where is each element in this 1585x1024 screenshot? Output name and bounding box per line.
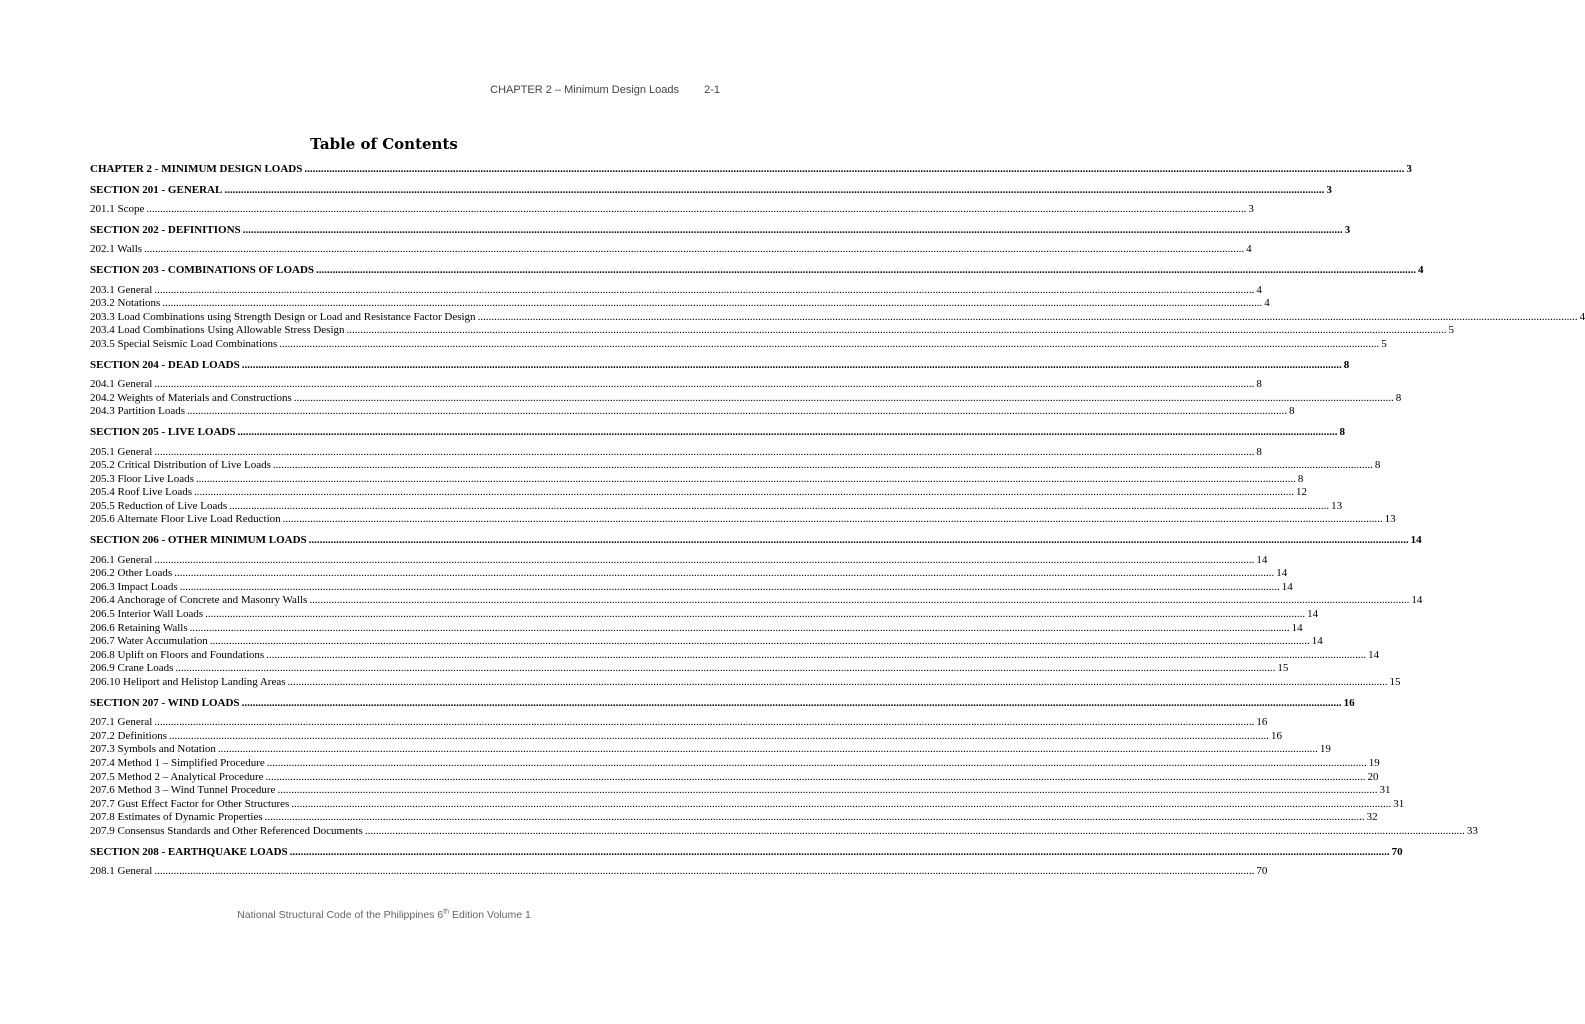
toc-entry-label: 203.3 Load Combinations using Strength Design or Load and Resistance Factor Design bbox=[90, 310, 476, 323]
toc-entry-label: 206.7 Water Accumulation bbox=[90, 635, 208, 648]
toc-entry-label: 201.1 Scope bbox=[90, 203, 145, 216]
toc-entry-page: 5 bbox=[1448, 324, 1455, 337]
dot-leader: ................................................................................................................................................................................................................................................................................................................................................................................................................ bbox=[272, 459, 1373, 472]
dot-leader: ................................................................................................................................................................................................................................................................................................................................................................................................................ bbox=[266, 648, 1367, 661]
dot-leader: ................................................................................................................................................................................................................................................................................................................................................................................................................ bbox=[154, 865, 1255, 878]
toc-entry-label: 206.8 Uplift on Floors and Foundations bbox=[90, 648, 265, 661]
dot-leader: ................................................................................................................................................................................................................................................................................................................................................................................................................ bbox=[175, 662, 1276, 675]
toc-entry-label: SECTION 205 - LIVE LOADS bbox=[90, 425, 236, 438]
toc-entry[interactable] bbox=[90, 297, 1270, 311]
toc-entry-page: 16 bbox=[1271, 729, 1282, 742]
toc-entry-page: 13 bbox=[1384, 513, 1396, 526]
toc-entry[interactable] bbox=[90, 310, 1585, 325]
toc-entry[interactable] bbox=[90, 553, 1268, 568]
toc-entry-page: 70 bbox=[1391, 845, 1403, 858]
toc-entry-label: 203.1 General bbox=[90, 283, 153, 296]
toc-entry[interactable] bbox=[90, 499, 1343, 514]
toc-entry[interactable] bbox=[90, 445, 1262, 460]
toc-section-entry[interactable] bbox=[90, 263, 1424, 278]
toc-entry-page: 8 bbox=[1343, 358, 1350, 371]
dot-leader: ................................................................................................................................................................................................................................................................................................................................................................................................................ bbox=[217, 743, 1318, 756]
toc-entry-label: 205.4 Roof Live Loads bbox=[90, 486, 193, 499]
toc-section-entry[interactable] bbox=[90, 183, 1332, 198]
toc-entry[interactable] bbox=[90, 811, 1378, 825]
dot-leader: ................................................................................................................................................................................................................................................................................................................................................................................................................ bbox=[289, 845, 1390, 858]
toc-entry[interactable] bbox=[90, 608, 1319, 622]
toc-entry-page: 12 bbox=[1296, 486, 1308, 499]
toc-entry-page: 4 bbox=[1264, 297, 1270, 310]
toc-entry-page: 5 bbox=[1381, 337, 1387, 350]
toc-entry-page: 14 bbox=[1368, 648, 1380, 661]
toc-entry[interactable] bbox=[90, 203, 1254, 217]
toc-entry[interactable] bbox=[90, 743, 1331, 757]
dot-leader: ................................................................................................................................................................................................................................................................................................................................................................................................................ bbox=[477, 310, 1578, 323]
toc-entry[interactable] bbox=[90, 648, 1380, 663]
dot-leader: ................................................................................................................................................................................................................................................................................................................................................................................................................ bbox=[237, 425, 1338, 438]
dot-leader: ................................................................................................................................................................................................................................................................................................................................................................................................................ bbox=[309, 594, 1410, 607]
toc-entry-page: 33 bbox=[1466, 824, 1478, 837]
dot-leader: ................................................................................................................................................................................................................................................................................................................................................................................................................ bbox=[308, 534, 1409, 547]
toc-entry-page: 19 bbox=[1368, 756, 1380, 769]
toc-entry-label: SECTION 203 - COMBINATIONS OF LOADS bbox=[90, 263, 315, 276]
dot-leader: ................................................................................................................................................................................................................................................................................................................................................................................................................ bbox=[205, 608, 1306, 621]
toc-entry-page: 15 bbox=[1389, 676, 1401, 688]
toc-entry[interactable] bbox=[90, 243, 1252, 257]
dot-leader: ................................................................................................................................................................................................................................................................................................................................................................................................................ bbox=[241, 358, 1342, 371]
toc-entry-page: 8 bbox=[1256, 378, 1262, 391]
toc-entry[interactable] bbox=[90, 337, 1387, 352]
toc-entry-page: 8 bbox=[1256, 445, 1262, 458]
toc-entry-label: 203.4 Load Combinations Using Allowable Stress Design bbox=[90, 324, 345, 337]
toc-entry-label: 204.3 Partition Loads bbox=[90, 405, 186, 418]
toc-entry[interactable] bbox=[90, 729, 1282, 744]
toc-entry-page: 4 bbox=[1256, 283, 1262, 296]
toc-entry-label: 206.1 General bbox=[90, 553, 153, 566]
toc-entry[interactable] bbox=[90, 756, 1380, 771]
toc-entry-page: 4 bbox=[1246, 243, 1252, 256]
dot-leader: ................................................................................................................................................................................................................................................................................................................................................................................................................ bbox=[154, 553, 1255, 566]
dot-leader: ................................................................................................................................................................................................................................................................................................................................................................................................................ bbox=[287, 676, 1388, 688]
toc-entry-page: 8 bbox=[1339, 425, 1345, 438]
toc-entry-page: 19 bbox=[1319, 743, 1331, 756]
toc-entry-page: 4 bbox=[1418, 263, 1424, 276]
toc-entry-page: 13 bbox=[1331, 499, 1343, 512]
dot-leader: ................................................................................................................................................................................................................................................................................................................................................................................................................ bbox=[229, 499, 1330, 512]
toc-entry-page: 14 bbox=[1256, 553, 1268, 566]
toc-entry-label: 207.8 Estimates of Dynamic Properties bbox=[90, 811, 263, 824]
dot-leader: ................................................................................................................................................................................................................................................................................................................................................................................................................ bbox=[293, 391, 1394, 404]
toc-entry[interactable] bbox=[90, 459, 1381, 473]
toc-entry-label: 207.7 Gust Effect Factor for Other Structures bbox=[90, 797, 290, 810]
toc-entry-label: 205.1 General bbox=[90, 445, 153, 458]
toc-entry-page: 8 bbox=[1297, 472, 1304, 485]
toc-entry-page: 15 bbox=[1277, 662, 1289, 675]
toc-entry[interactable] bbox=[90, 594, 1423, 608]
toc-entry-page: 32 bbox=[1366, 811, 1378, 824]
toc-entry-label: SECTION 204 - DEAD LOADS bbox=[90, 358, 240, 371]
dot-leader: ................................................................................................................................................................................................................................................................................................................................................................................................................ bbox=[144, 243, 1245, 256]
dot-leader: ................................................................................................................................................................................................................................................................................................................................................................................................................ bbox=[169, 729, 1269, 742]
toc-entry[interactable] bbox=[90, 784, 1391, 798]
toc-section-entry[interactable] bbox=[90, 223, 1351, 238]
toc-section-entry[interactable] bbox=[90, 696, 1355, 711]
dot-leader: ................................................................................................................................................................................................................................................................................................................................................................................................................ bbox=[265, 770, 1366, 783]
toc-entry-page: 3 bbox=[1326, 183, 1332, 196]
dot-leader: ................................................................................................................................................................................................................................................................................................................................................................................................................ bbox=[154, 716, 1255, 729]
page-title: Table of Contents bbox=[310, 135, 458, 153]
toc-entry-page: 14 bbox=[1276, 567, 1288, 580]
dot-leader: ................................................................................................................................................................................................................................................................................................................................................................................................................ bbox=[264, 811, 1365, 824]
toc-entry-page: 3 bbox=[1406, 163, 1412, 175]
page-number: 2-1 bbox=[704, 84, 720, 96]
toc-entry-label: 205.2 Critical Distribution of Live Loads bbox=[90, 459, 271, 472]
dot-leader: ................................................................................................................................................................................................................................................................................................................................................................................................................ bbox=[174, 567, 1275, 580]
toc-entry-label: 206.4 Anchorage of Concrete and Masonry Walls bbox=[90, 594, 308, 607]
footer-superscript: th bbox=[443, 908, 450, 916]
toc-entry[interactable] bbox=[90, 621, 1303, 636]
toc-section-entry[interactable] bbox=[90, 163, 1412, 177]
toc-entry-label: 206.6 Retaining Walls bbox=[90, 621, 188, 634]
toc-entry-page: 14 bbox=[1311, 635, 1323, 648]
toc-entry-label: 206.9 Crane Loads bbox=[90, 662, 174, 675]
toc-entry-page: 70 bbox=[1256, 865, 1268, 878]
toc-entry[interactable] bbox=[90, 405, 1295, 419]
toc-entry-label: CHAPTER 2 - MINIMUM DESIGN LOADS bbox=[90, 163, 303, 175]
toc-entry[interactable] bbox=[90, 378, 1262, 392]
toc-entry[interactable] bbox=[90, 391, 1402, 406]
dot-leader: ................................................................................................................................................................................................................................................................................................................................................................................................................ bbox=[364, 824, 1465, 837]
toc-section-entry[interactable] bbox=[90, 358, 1350, 373]
dot-leader: ................................................................................................................................................................................................................................................................................................................................................................................................................ bbox=[277, 784, 1378, 797]
footer-text: National Structural Code of the Philippines 6 bbox=[237, 909, 444, 921]
dot-leader: ................................................................................................................................................................................................................................................................................................................................................................................................................ bbox=[209, 635, 1310, 648]
page-footer bbox=[0, 909, 768, 921]
dot-leader: ................................................................................................................................................................................................................................................................................................................................................................................................................ bbox=[154, 283, 1255, 296]
dot-leader: ................................................................................................................................................................................................................................................................................................................................................................................................................ bbox=[194, 486, 1295, 499]
dot-leader: ................................................................................................................................................................................................................................................................................................................................................................................................................ bbox=[154, 445, 1255, 458]
toc-entry-label: 203.2 Notations bbox=[90, 297, 161, 310]
toc-entry-label: 204.2 Weights of Materials and Constructions bbox=[90, 391, 292, 404]
dot-leader: ................................................................................................................................................................................................................................................................................................................................................................................................................ bbox=[224, 183, 1325, 196]
toc-entry-label: 205.3 Floor Live Loads bbox=[90, 472, 194, 485]
dot-leader: ................................................................................................................................................................................................................................................................................................................................................................................................................ bbox=[316, 263, 1417, 276]
toc-entry[interactable] bbox=[90, 865, 1268, 879]
dot-leader: ................................................................................................................................................................................................................................................................................................................................................................................................................ bbox=[282, 513, 1383, 526]
toc-section-entry[interactable] bbox=[90, 534, 1422, 548]
dot-leader: ................................................................................................................................................................................................................................................................................................................................................................................................................ bbox=[291, 797, 1392, 810]
dot-leader: ................................................................................................................................................................................................................................................................................................................................................................................................................ bbox=[304, 163, 1405, 175]
toc-entry-label: 203.5 Special Seismic Load Combinations bbox=[90, 337, 278, 350]
dot-leader: ................................................................................................................................................................................................................................................................................................................................................................................................................ bbox=[187, 405, 1288, 418]
toc-entry-page: 16 bbox=[1256, 716, 1268, 729]
toc-entry[interactable] bbox=[90, 580, 1293, 595]
dot-leader: ................................................................................................................................................................................................................................................................................................................................................................................................................ bbox=[242, 223, 1343, 236]
toc-entry-page: 4 bbox=[1579, 310, 1585, 323]
toc-entry-label: 205.5 Reduction of Live Loads bbox=[90, 499, 228, 512]
toc-entry-label: 207.3 Symbols and Notation bbox=[90, 743, 216, 756]
toc-entry-label: 206.10 Heliport and Helistop Landing Areas bbox=[90, 676, 286, 688]
dot-leader: ................................................................................................................................................................................................................................................................................................................................................................................................................ bbox=[346, 324, 1447, 337]
footer-tail: Edition Volume 1 bbox=[449, 909, 531, 921]
toc-entry[interactable] bbox=[90, 472, 1304, 487]
toc-entry-label: 204.1 General bbox=[90, 378, 153, 391]
toc-entry-label: SECTION 201 - GENERAL bbox=[90, 183, 223, 196]
page-header bbox=[490, 84, 720, 96]
dot-leader: ................................................................................................................................................................................................................................................................................................................................................................................................................ bbox=[189, 621, 1290, 634]
toc-entry[interactable] bbox=[90, 824, 1478, 839]
toc-entry-label: SECTION 206 - OTHER MINIMUM LOADS bbox=[90, 534, 307, 547]
toc-entry-label: 205.6 Alternate Floor Live Load Reduction bbox=[90, 513, 281, 526]
toc-entry-page: 14 bbox=[1307, 608, 1319, 621]
toc-entry-page: 14 bbox=[1291, 621, 1303, 634]
toc-entry-label: 207.4 Method 1 – Simplified Procedure bbox=[90, 756, 265, 769]
toc-entry-label: SECTION 208 - EARTHQUAKE LOADS bbox=[90, 845, 288, 858]
toc-entry-page: 8 bbox=[1289, 405, 1295, 418]
toc-entry[interactable] bbox=[90, 770, 1379, 785]
toc-entry[interactable] bbox=[90, 324, 1455, 338]
toc-entry-page: 14 bbox=[1410, 534, 1422, 547]
dot-leader: ................................................................................................................................................................................................................................................................................................................................................................................................................ bbox=[266, 756, 1367, 769]
toc-entry[interactable] bbox=[90, 797, 1405, 812]
toc-entry-page: 14 bbox=[1281, 580, 1293, 593]
toc-entry[interactable] bbox=[90, 486, 1308, 500]
dot-leader: ................................................................................................................................................................................................................................................................................................................................................................................................................ bbox=[241, 696, 1342, 709]
toc-entry-page: 8 bbox=[1395, 391, 1402, 404]
dot-leader: ................................................................................................................................................................................................................................................................................................................................................................................................................ bbox=[162, 297, 1263, 310]
toc-entry-label: 207.5 Method 2 – Analytical Procedure bbox=[90, 770, 264, 783]
toc-entry-label: 207.6 Method 3 – Wind Tunnel Procedure bbox=[90, 784, 276, 797]
toc-entry-page: 14 bbox=[1411, 594, 1423, 607]
toc-entry-label: 206.2 Other Loads bbox=[90, 567, 173, 580]
dot-leader: ................................................................................................................................................................................................................................................................................................................................................................................................................ bbox=[154, 378, 1255, 391]
toc-entry-page: 3 bbox=[1344, 223, 1351, 236]
toc-entry-label: 207.1 General bbox=[90, 716, 153, 729]
table-of-contents bbox=[90, 163, 1585, 879]
dot-leader: ................................................................................................................................................................................................................................................................................................................................................................................................................ bbox=[279, 337, 1380, 350]
toc-entry-label: 206.5 Interior Wall Loads bbox=[90, 608, 204, 621]
toc-entry[interactable] bbox=[90, 635, 1323, 649]
dot-leader: ................................................................................................................................................................................................................................................................................................................................................................................................................ bbox=[179, 580, 1280, 593]
toc-entry-page: 3 bbox=[1248, 203, 1254, 216]
toc-entry-label: 206.3 Impact Loads bbox=[90, 580, 178, 593]
toc-entry-page: 16 bbox=[1343, 696, 1355, 709]
toc-entry-label: 207.9 Consensus Standards and Other Referenced Documents bbox=[90, 824, 363, 837]
toc-section-entry[interactable] bbox=[90, 845, 1403, 860]
toc-entry-label: 208.1 General bbox=[90, 865, 153, 878]
toc-entry-label: 202.1 Walls bbox=[90, 243, 143, 256]
toc-entry-label: 207.2 Definitions bbox=[90, 729, 167, 742]
toc-entry-page: 20 bbox=[1367, 770, 1379, 783]
toc-entry-page: 31 bbox=[1379, 784, 1391, 797]
chapter-heading: CHAPTER 2 – Minimum Design Loads bbox=[490, 84, 680, 96]
toc-entry[interactable] bbox=[90, 567, 1288, 581]
dot-leader: ................................................................................................................................................................................................................................................................................................................................................................................................................ bbox=[195, 472, 1296, 485]
toc-entry[interactable] bbox=[90, 513, 1396, 527]
toc-entry[interactable] bbox=[90, 716, 1268, 730]
dot-leader: ................................................................................................................................................................................................................................................................................................................................................................................................................ bbox=[146, 203, 1247, 216]
toc-entry-label: SECTION 207 - WIND LOADS bbox=[90, 696, 240, 709]
toc-section-entry[interactable] bbox=[90, 425, 1345, 440]
toc-entry[interactable] bbox=[90, 283, 1262, 298]
toc-entry[interactable] bbox=[90, 662, 1289, 676]
toc-entry-label: SECTION 202 - DEFINITIONS bbox=[90, 223, 241, 236]
toc-entry[interactable] bbox=[90, 676, 1401, 690]
toc-entry-page: 31 bbox=[1393, 797, 1405, 810]
toc-entry-page: 8 bbox=[1374, 459, 1381, 472]
